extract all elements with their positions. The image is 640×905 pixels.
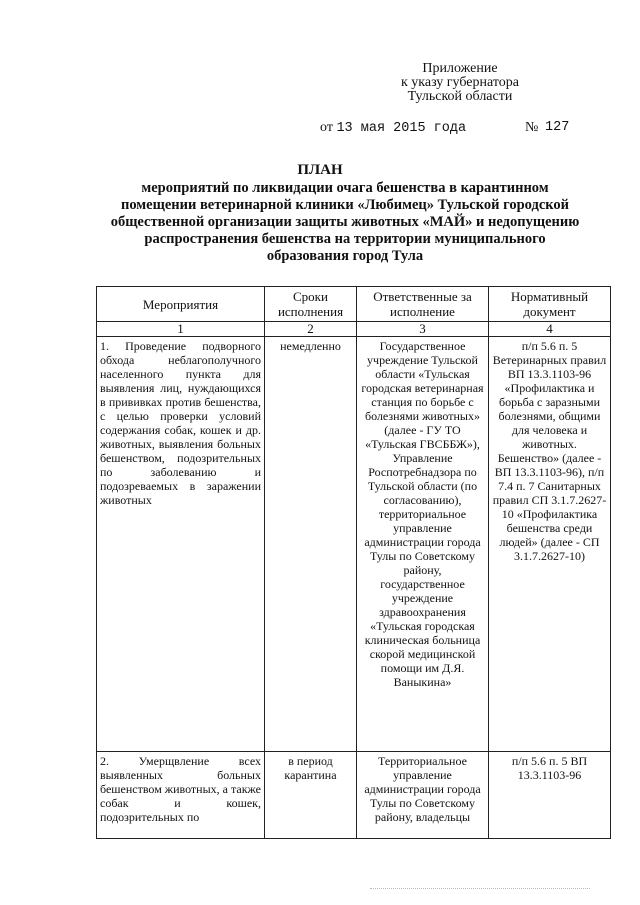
appendix-block <box>380 62 540 104</box>
table-row <box>97 337 611 752</box>
activity-cell: 1. Проведение подворного обхода неблагополучного населенного пункта для выявления лиц, нуждающихся в прививках против бешенства, с целью проверки условий содержания собак, кошек и др. животных, выявления больных бешенством, подозрительных по заболеванию и подозреваемых в заражении животных <box>97 337 265 752</box>
column-number: 4 <box>489 322 611 337</box>
responsible-cell: Государственное учреждение Тульской области «Тульская городская ветеринарная станция по борьбе с болезнями животных» (далее - ГУ ТО «Тульская ГВСББЖ»), Управление Роспотребнадзора по Тульской области (по согласованию), территориальное управление администрации города Тулы по Советскому району, государственное учреждение здравоохранения «Тульская городская клиническая больница скорой медицинской помощи им Д.Я. Ваныкина» <box>357 337 489 752</box>
table-row <box>97 752 611 839</box>
column-header: Мероприятия <box>97 287 265 322</box>
document-title: ПЛАН <box>297 162 343 178</box>
column-header: Сроки исполнения <box>265 287 357 322</box>
column-number: 1 <box>97 322 265 337</box>
column-number: 2 <box>265 322 357 337</box>
decree-date: 13 мая 2015 года <box>336 121 467 136</box>
decree-number: 127 <box>545 120 570 135</box>
deadline-cell: немедленно <box>265 337 357 752</box>
column-header: Ответственные за исполнение <box>357 287 489 322</box>
column-number: 3 <box>357 322 489 337</box>
document-subtitle: мероприятий по ликвидации очага бешенства в карантинном помещении ветеринарной клиники «Любимец» Тульской городской общественной организации защиты животных «МАЙ» и недопущению распространения бешенства на территории муниципального образования город Тула <box>110 180 580 264</box>
deadline-cell: в период карантина <box>265 752 357 839</box>
decree-line <box>320 120 580 136</box>
appendix-line: к указу губернатора <box>400 75 520 90</box>
plan-table <box>96 286 611 839</box>
decree-from: от <box>320 120 333 135</box>
document-cell: п/п 5.6 п. 5 ВП 13.3.1103-96 <box>489 752 611 839</box>
appendix-line: Тульской области <box>407 89 513 104</box>
column-header: Нормативный документ <box>489 287 611 322</box>
responsible-cell: Территориальное управление администрации города Тулы по Советскому району, владельцы <box>357 752 489 839</box>
column-number-row <box>97 322 611 337</box>
table-header-row <box>97 287 611 322</box>
scan-artifact-line <box>370 888 590 891</box>
appendix-line: Приложение <box>422 61 498 76</box>
document-cell: п/п 5.6 п. 5 Ветеринарных правил ВП 13.3.1103-96 «Профилактика и борьба с заразными болезнями, общими для человека и животных. Бешенство» (далее - ВП 13.3.1103-96), п/п 7.4 п. 7 Санитарных правил СП 3.1.7.2627-10 «Профилактика бешенства среди людей» (далее - СП 3.1.7.2627-10) <box>489 337 611 752</box>
decree-number-label: № <box>525 120 539 135</box>
activity-cell: 2. Умерщвление всех выявленных больных бешенством животных, а также собак и кошек, подозрительных по <box>97 752 265 839</box>
